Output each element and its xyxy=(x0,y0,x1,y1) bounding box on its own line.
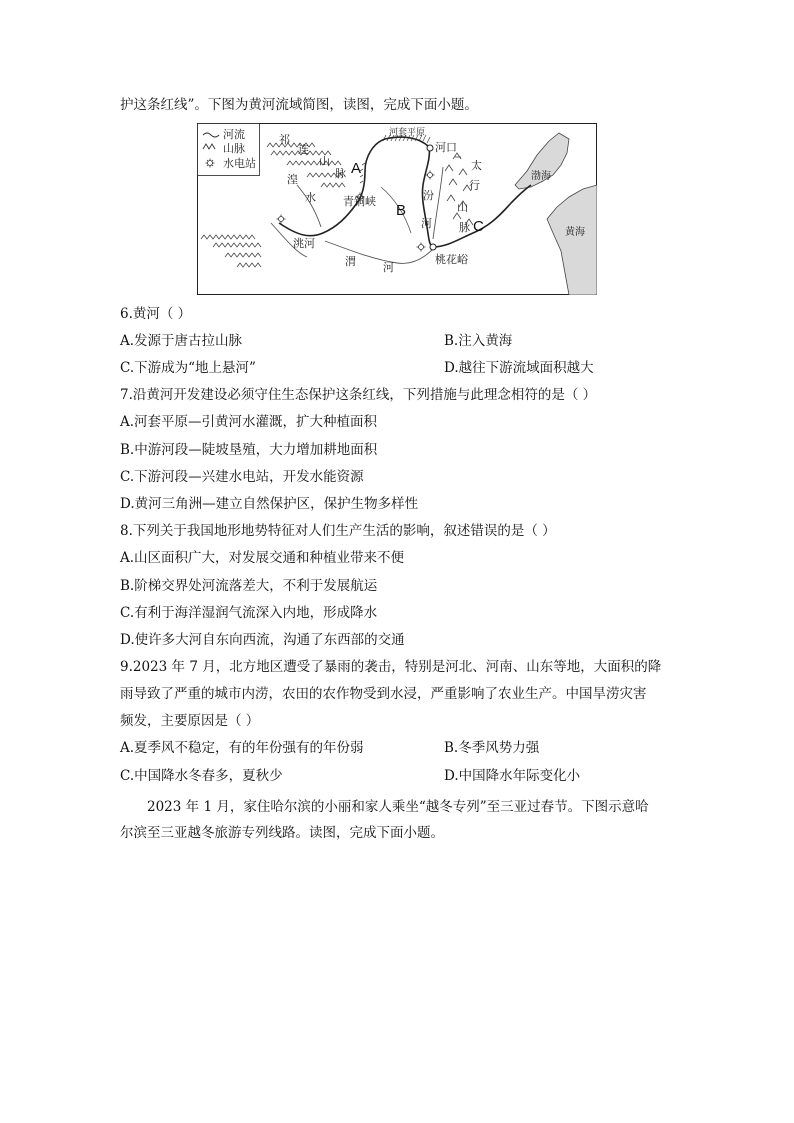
q7-option-c[interactable]: C.下游河段—兴建水电站，开发水能资源 xyxy=(120,469,364,485)
q7-option-a[interactable]: A.河套平原—引黄河水灌溉，扩大种植面积 xyxy=(120,414,378,430)
label-qi: 祁 xyxy=(279,133,290,146)
q6-option-a[interactable]: A.发源于唐古拉山脉 xyxy=(120,333,243,349)
q8-option-b[interactable]: B.阶梯交界处河流落差大，不利于发展航运 xyxy=(120,578,378,594)
label-bohai: 渤海 xyxy=(531,171,551,182)
legend-mountain: 山脉 xyxy=(223,142,245,155)
label-C: C xyxy=(473,218,484,235)
label-hekou: 河口 xyxy=(435,141,457,154)
q9-stem-line1: 9.2023 年 7 月，北方地区遭受了暴雨的袭击，特别是河北、河南、山东等地，大面积的降 xyxy=(120,659,662,675)
yellow-river-basin-map xyxy=(197,123,597,295)
q6-option-d[interactable]: D.越往下游流域面积越大 xyxy=(444,360,594,376)
taohuayu-point xyxy=(430,244,436,250)
label-fen: 汾 xyxy=(423,189,434,202)
label-shan1: 山 xyxy=(319,155,330,168)
label-tai: 太 xyxy=(471,159,482,172)
q8-option-a[interactable]: A.山区面积广大，对发展交通和种植业带来不便 xyxy=(120,550,405,566)
legend-river: 河流 xyxy=(223,128,245,141)
label-hetao: 河套平原 xyxy=(389,128,426,138)
q9-option-c[interactable]: C.中国降水冬春多，夏秋少 xyxy=(120,768,283,784)
label-shui: 水 xyxy=(305,191,316,204)
label-huanghai: 黄海 xyxy=(565,227,585,238)
q6-option-c[interactable]: C.下游成为“地上悬河” xyxy=(120,360,256,376)
q8-option-d[interactable]: D.使许多大河自东向西流，沟通了东西部的交通 xyxy=(120,632,405,648)
q7-option-d[interactable]: D.黄河三角洲—建立自然保护区，保护生物多样性 xyxy=(120,496,419,512)
label-B: B xyxy=(396,202,407,219)
label-lian: 连 xyxy=(298,143,309,156)
label-taohuayu: 桃花峪 xyxy=(435,253,468,266)
q9-option-a[interactable]: A.夏季风不稳定，有的年份强有的年份弱 xyxy=(120,740,364,756)
q8-option-c[interactable]: C.有利于海洋湿润气流深入内地，形成降水 xyxy=(120,605,378,621)
outro-line2: 尔滨至三亚越冬旅游专列线路。读图，完成下面小题。 xyxy=(120,825,444,841)
q6-stem: 6.黄河（ ） xyxy=(120,306,192,322)
label-qingtongxia: 青铜峡 xyxy=(343,195,376,208)
label-hang: 行 xyxy=(469,179,480,192)
q9-stem-line3: 频发，主要原因是（ ） xyxy=(120,713,260,729)
q9-option-d[interactable]: D.中国降水年际变化小 xyxy=(444,768,581,784)
q9-option-b[interactable]: B.冬季风势力强 xyxy=(444,740,540,756)
q7-option-b[interactable]: B.中游河段—陡坡垦殖，大力增加耕地面积 xyxy=(120,442,378,458)
label-shan2: 山 xyxy=(457,201,468,214)
hekou-point xyxy=(427,145,433,151)
label-tao: 洮河 xyxy=(293,237,315,250)
label-wei: 渭 xyxy=(345,255,356,268)
outro-line1: 2023 年 1 月，家住哈尔滨的小丽和家人乘坐“越冬专列”至三亚过春节。下图示意哈 xyxy=(147,799,649,815)
label-fen-he: 河 xyxy=(421,217,432,230)
label-A: A xyxy=(351,160,362,177)
q8-stem: 8.下列关于我国地形地势特征对人们生产生活的影响，叙述错误的是（ ） xyxy=(120,523,556,539)
q7-stem: 7.沿黄河开发建设必须守住生态保护这条红线，下列措施与此理念相符的是（ ） xyxy=(120,387,597,403)
label-mai2: 脉 xyxy=(459,221,470,234)
label-huang: 湟 xyxy=(287,173,298,186)
intro-line: 护这条红线”。下图为黄河流域简图，读图，完成下面小题。 xyxy=(120,97,478,113)
legend-station: 水电站 xyxy=(223,157,256,170)
q6-option-b[interactable]: B.注入黄海 xyxy=(444,333,513,349)
q9-stem-line2: 雨导致了严重的城市内涝，农田的农作物受到水浸，严重影响了农业生产。中国旱涝灾害 xyxy=(120,686,647,702)
label-mai1: 脉 xyxy=(335,167,346,180)
label-wei-he: 河 xyxy=(383,261,394,274)
